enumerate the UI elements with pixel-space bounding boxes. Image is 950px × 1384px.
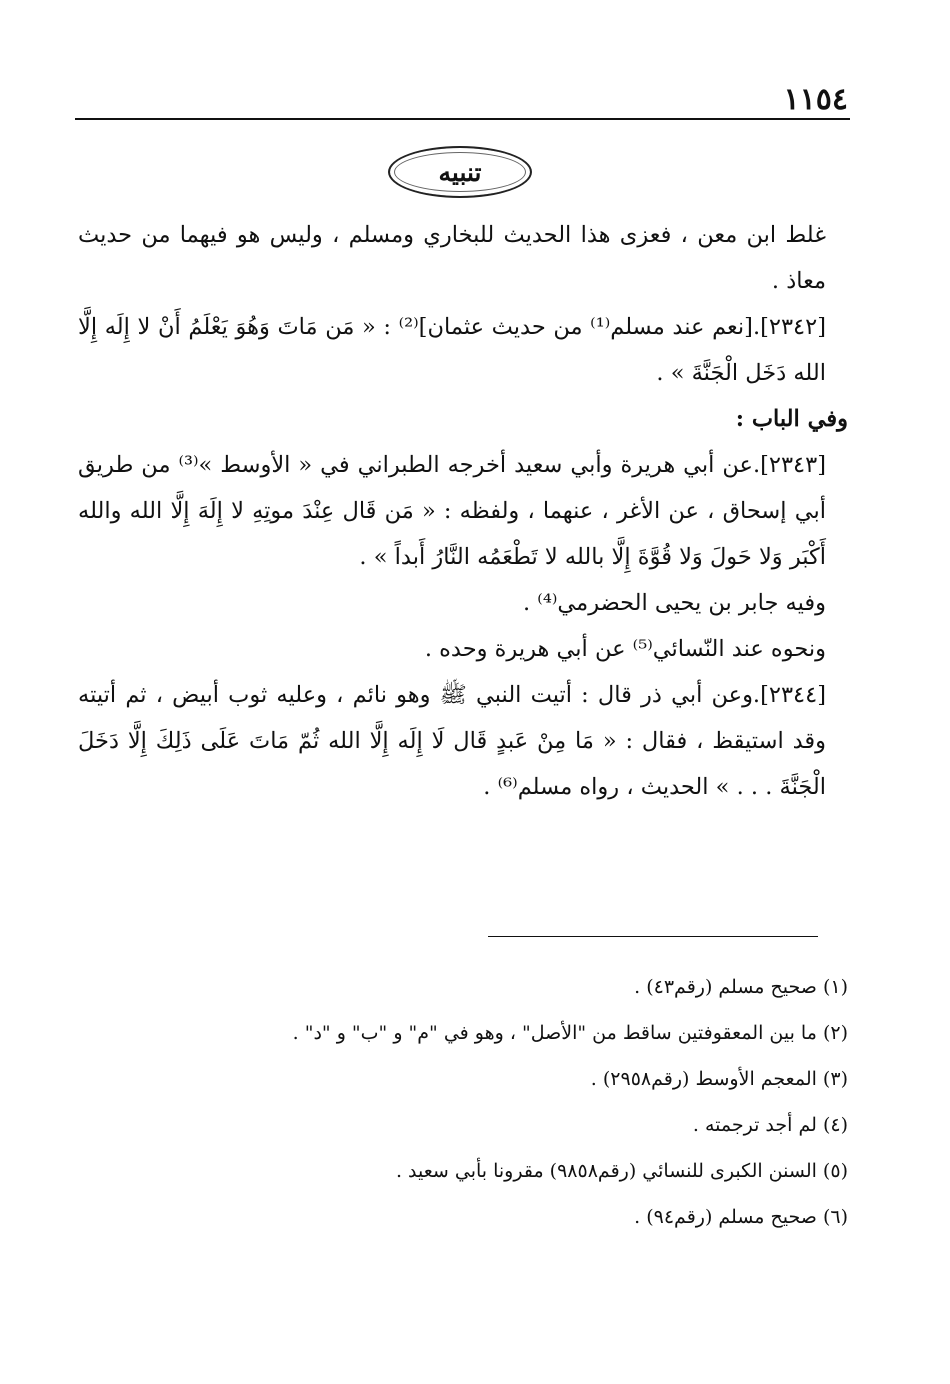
main-text	[78, 212, 848, 810]
paragraph-hadith-2343: [٢٣٤٣].عن أبي هريرة وأبي سعيد أخرجه الطبراني في « الأوسط »⁽³⁾ من طريق أبي إسحاق ، عن الأغر ، عنهما ، ولفظه : « مَن قَال عِنْدَ موتِهِ لا إِلَهَ إِلَّا الله والله أَكْبَر وَلا حَولَ وَلا قُوَّةَ إِلَّا بالله لا تَطْعَمُه النَّارُ أَبداً » .	[78, 452, 827, 570]
paragraph-hadith-2342: [٢٣٤٢].[نعم عند مسلم⁽¹⁾ من حديث عثمان]⁽²⁾ : « مَن مَاتَ وَهُوَ يَعْلَمُ أَنْ لا إِلَه إِلَّا الله دَخَل الْجَنَّةَ » .	[78, 314, 826, 386]
footnote-2: (٢) ما بين المعقوفتين ساقط من "الأصل" ، وهو في "م" و "ب" و "د" .	[292, 1022, 848, 1044]
paragraph-hadith-2344: [٢٣٤٤].وعن أبي ذر قال : أتيت النبي ﷺ وهو نائم ، وعليه ثوب أبيض ، ثم أتيته وقد استيقظ ، فقال : « مَا مِنْ عَبدٍ قَال لَا إِلَه إِلَّا الله ثُمّ مَاتَ عَلَى ذَلِكَ إِلَّا دَخَلَ الْجَنَّةَ . . . » الحديث ، رواه مسلم⁽⁶⁾ .	[78, 682, 826, 800]
paragraph-nasai-note: ونحوه عند النّسائي⁽⁵⁾ عن أبي هريرة وحده .	[424, 636, 826, 662]
paragraph-correction: غلط ابن معن ، فعزى هذا الحديث للبخاري ومسلم ، وليس هو فيهما من حديث معاذ .	[78, 222, 826, 294]
section-title-oval	[388, 146, 532, 198]
header-rule	[75, 118, 850, 120]
footnote-separator	[488, 936, 818, 937]
section-title: تنبيه	[438, 157, 482, 187]
footnote-3: (٣) المعجم الأوسط (رقم٢٩٥٨) .	[590, 1068, 848, 1090]
footnotes	[120, 964, 848, 1240]
paragraph-narrator-note: وفيه جابر بن يحيى الحضرمي⁽⁴⁾ .	[522, 590, 826, 616]
footnote-6: (٦) صحيح مسلم (رقم٩٤) .	[634, 1206, 848, 1228]
paragraph-in-the-chapter: وفي الباب :	[735, 406, 848, 432]
page-number: ١١٥٤	[783, 82, 848, 117]
footnote-4: (٤) لم أجد ترجمته .	[692, 1114, 848, 1136]
footnote-5: (٥) السنن الكبرى للنسائي (رقم٩٨٥٨) مقرونا بأبي سعيد .	[395, 1160, 848, 1182]
footnote-1: (١) صحيح مسلم (رقم٤٣) .	[634, 976, 848, 998]
